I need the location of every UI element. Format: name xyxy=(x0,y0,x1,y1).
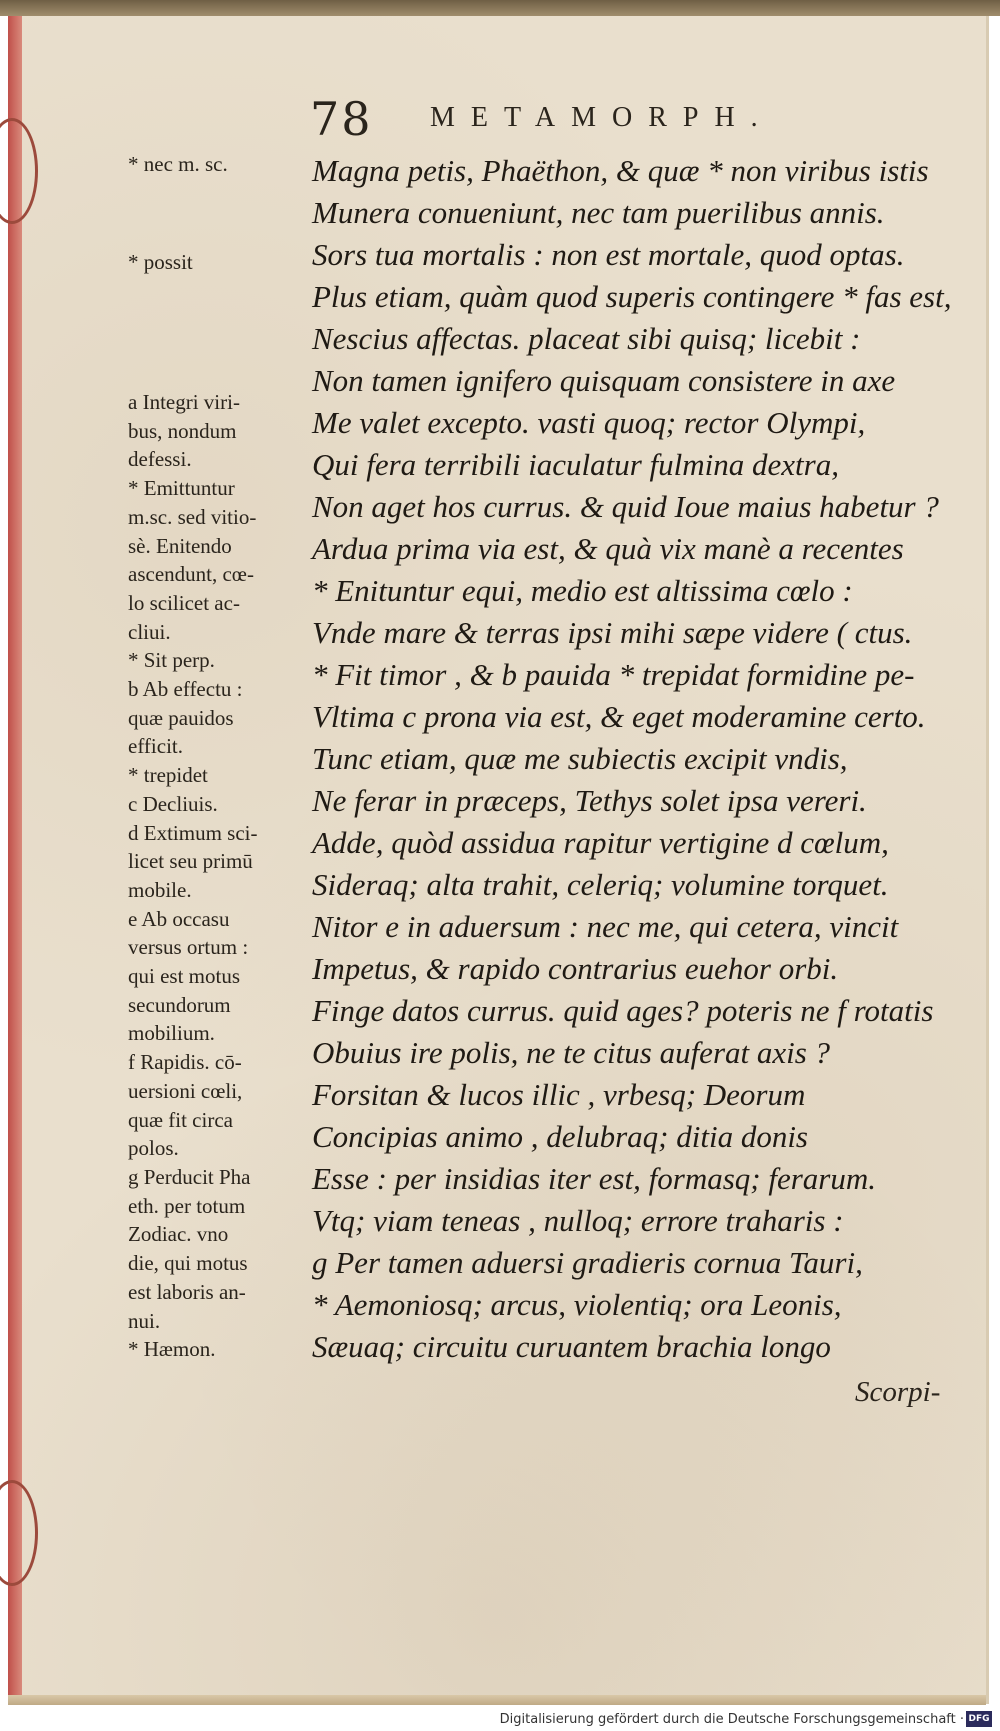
page-edge-left xyxy=(8,16,22,1704)
marginal-note-line: ascendunt, cœ- xyxy=(128,562,254,587)
verse-line: Nescius affectas. placeat sibi quisq; licebit : xyxy=(312,321,861,356)
verse-line: * Aemoniosq; arcus, violentiq; ora Leonis, xyxy=(312,1287,842,1322)
marginal-note-line: * possit xyxy=(128,250,193,274)
dfg-logo: DFG xyxy=(966,1711,992,1727)
marginal-note-line: eth. per totum xyxy=(128,1193,246,1218)
scan-top-edge xyxy=(0,0,1000,16)
verse-line: * Enituntur equi, medio est altissima cœlo : xyxy=(312,573,853,608)
verse-line: Ardua prima via est, & quà vix manè a recentes xyxy=(312,531,904,566)
marginal-note-line: * nec m. sc. xyxy=(128,152,228,176)
verse-line: Obuius ire polis, ne te citus auferat axis ? xyxy=(312,1035,831,1070)
marginal-note-line: cliui. xyxy=(128,619,171,644)
footer-credit: Digitalisierung gefördert durch die Deutsche Forschungsgemeinschaft · xyxy=(499,1712,964,1727)
verse-line: Vnde mare & terras ipsi mihi sæpe videre ( ctus. xyxy=(312,615,913,650)
marginal-note-line: lo scilicet ac- xyxy=(128,590,240,615)
marginal-note-line: bus, nondum xyxy=(128,418,237,443)
marginal-note-line: f Rapidis. cō- xyxy=(128,1050,242,1075)
marginal-note-line: m.sc. sed vitio- xyxy=(128,504,257,529)
verse-line: Impetus, & rapido contrarius euehor orbi. xyxy=(312,951,839,986)
verse-line: Sideraq; alta trahit, celeriq; volumine torquet. xyxy=(312,867,889,902)
catchword: Scorpi- xyxy=(855,1376,941,1408)
verse-line: Ne ferar in præceps, Tethys solet ipsa vereri. xyxy=(312,783,867,818)
marginal-note xyxy=(128,150,228,179)
marginal-note-line: * Sit perp. xyxy=(128,648,215,673)
marginal-note-line: quæ fit circa xyxy=(128,1107,233,1132)
marginal-note-line: secundorum xyxy=(128,992,231,1017)
marginal-note xyxy=(128,248,193,277)
marginal-note-line: e Ab occasu xyxy=(128,906,230,931)
marginal-note-line: licet seu primū xyxy=(128,849,253,874)
marginal-note-line: defessi. xyxy=(128,447,192,472)
verse-line: Magna petis, Phaëthon, & quæ * non viribus istis xyxy=(312,153,929,188)
verse-line: Concipias animo , delubraq; ditia donis xyxy=(312,1119,808,1154)
marginal-note-line: g Perducit Pha xyxy=(128,1164,251,1189)
verse-line: Vltima c prona via est, & eget moderamine certo. xyxy=(312,699,926,734)
verse-line: Nitor e in aduersum : nec me, qui cetera, vincit xyxy=(312,909,899,944)
marginal-note-line: efficit. xyxy=(128,734,184,759)
page-edge-bottom xyxy=(8,1695,986,1705)
marginal-note-line: mobilium. xyxy=(128,1021,215,1046)
marginal-note-line: versus ortum : xyxy=(128,935,249,960)
page-number: 78 xyxy=(310,92,373,146)
marginal-note-line: b Ab effectu : xyxy=(128,677,243,702)
verse-line: Sors tua mortalis : non est mortale, quod optas. xyxy=(312,237,905,272)
verse-line: Qui fera terribili iaculatur fulmina dextra, xyxy=(312,447,839,482)
marginal-note-line: mobile. xyxy=(128,877,192,902)
marginal-note-line: d Extimum sci- xyxy=(128,820,258,845)
verse-line: Non tamen ignifero quisquam consistere in axe xyxy=(312,363,896,398)
marginal-note-line: nui. xyxy=(128,1308,161,1333)
running-head: METAMORPH. xyxy=(430,102,774,133)
marginal-note-line: est laboris an- xyxy=(128,1279,246,1304)
marginal-note-line: uersioni cœli, xyxy=(128,1078,243,1103)
marginal-note xyxy=(128,388,258,1364)
verse-line: * Fit timor , & b pauida * trepidat formidine pe- xyxy=(312,657,915,692)
marginal-note-line: c Decliuis. xyxy=(128,791,218,816)
verse-line: Vtq; viam teneas , nulloq; errore traharis : xyxy=(312,1203,844,1238)
verse-line: Non aget hos currus. & quid Ioue maius habetur ? xyxy=(312,489,939,524)
verse-line: g Per tamen aduersi gradieris cornua Tauri, xyxy=(312,1245,863,1280)
marginal-note-line: * Hæmon. xyxy=(128,1337,216,1362)
verse-line: Forsitan & lucos illic , vrbesq; Deorum xyxy=(312,1077,806,1112)
marginal-note-line: * Emittuntur xyxy=(128,476,235,501)
marginal-note-line: * trepidet xyxy=(128,763,208,788)
verse-line: Munera conueniunt, nec tam puerilibus annis. xyxy=(312,195,885,230)
marginal-note-line: sè. Enitendo xyxy=(128,533,232,558)
verse-line: Me valet excepto. vasti quoq; rector Olympi, xyxy=(312,405,866,440)
verse-line: Plus etiam, quàm quod superis contingere * fas est, xyxy=(312,279,952,314)
marginal-note-line: qui est motus xyxy=(128,964,241,989)
verse-line: Esse : per insidias iter est, formasq; ferarum. xyxy=(312,1161,877,1196)
verse-line: Adde, quòd assidua rapitur vertigine d cœlum, xyxy=(312,825,889,860)
marginal-note-line: polos. xyxy=(128,1136,179,1161)
verse-line: Finge datos currus. quid ages? poteris ne f rotatis xyxy=(312,993,934,1028)
verse-text xyxy=(312,150,972,1368)
marginal-note-line: quæ pauidos xyxy=(128,705,234,730)
verse-line: Tunc etiam, quæ me subiectis excipit vndis, xyxy=(312,741,848,776)
verse-line: Sæuaq; circuitu curuantem brachia longo xyxy=(312,1329,831,1364)
marginal-note-line: Zodiac. vno xyxy=(128,1222,229,1247)
marginal-note-line: die, qui motus xyxy=(128,1251,248,1276)
page-header xyxy=(310,92,850,146)
marginal-note-line: a Integri viri- xyxy=(128,390,240,414)
